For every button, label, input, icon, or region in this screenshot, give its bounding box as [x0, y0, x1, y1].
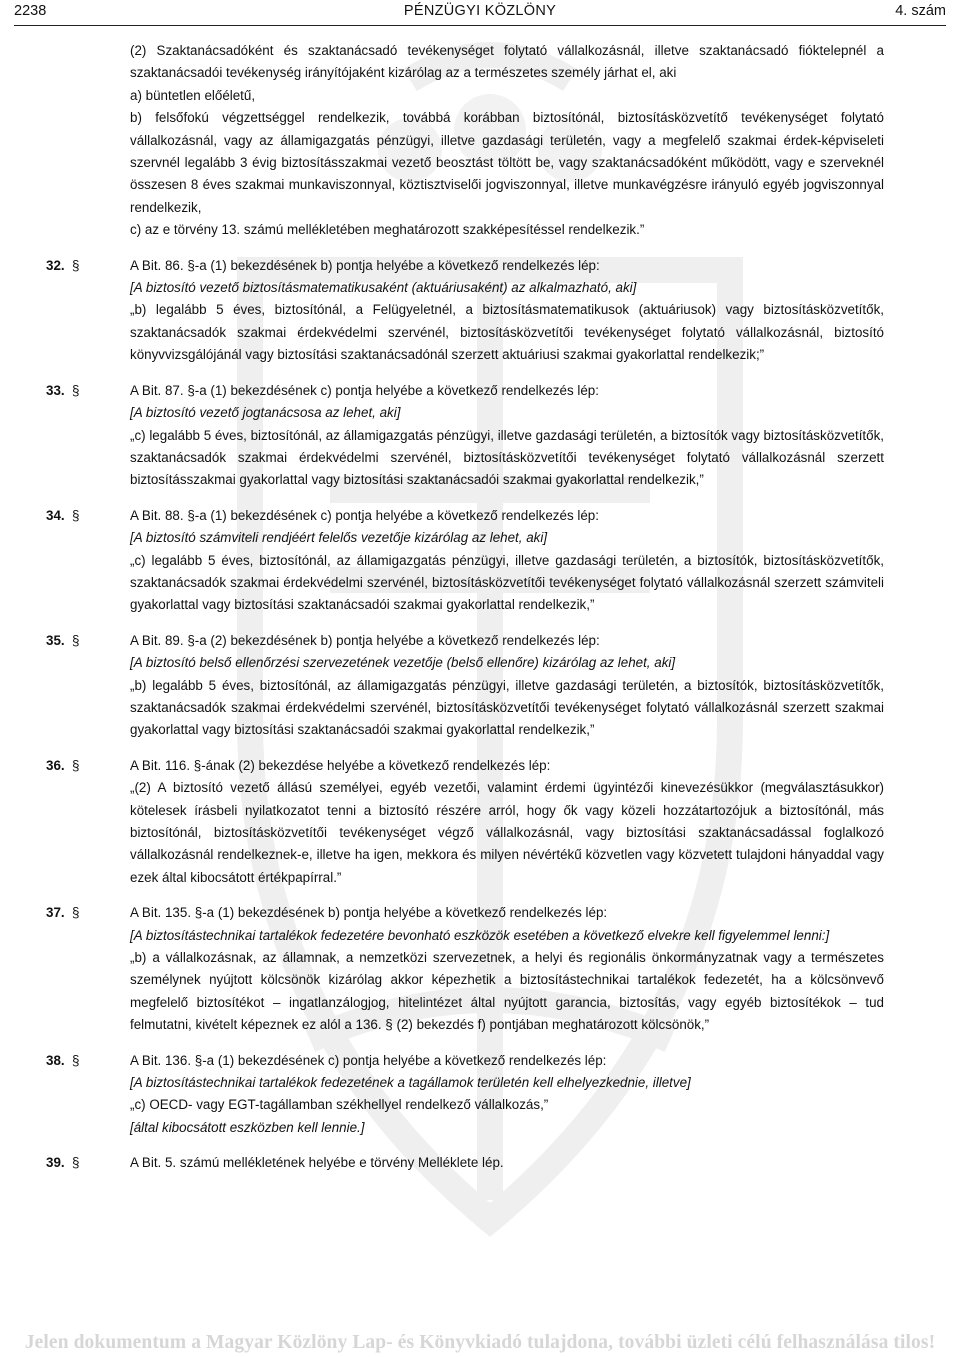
section-body: „b) a vállalkozásnak, az államnak, a nemzetközi szervezetnek, a helyi és regionális önkormányzatnak vagy a természetes személynek nyújtott kölcsönök kizárólag akkor képezhetik a biztosítástechnikai tartalékok fedezetét, ha a kölcsönvevő megfelelő biztosítékot – ingatlanzálogjog, hitelintézet által nyújtott garancia, biztosítás, vagy egyéb biztosítékok – tud felmutatni, kivételt képeznek ez alól a 136. § (2) bekezdés f) pontjában meghatározott kölcsönök,”	[130, 950, 884, 1033]
section-lead: A Bit. 87. §-a (1) bekezdésének c) pontja helyébe a következő rendelkezés lép:	[130, 382, 599, 398]
section-context: [A biztosító vezető biztosításmatematikusaként (aktuáriusaként) az alkalmazható, aki]	[130, 280, 637, 296]
section-32	[46, 255, 884, 367]
section-symbol: §	[72, 257, 80, 273]
page-header	[14, 3, 946, 23]
section-lead: A Bit. 135. §-a (1) bekezdésének b) pontja helyébe a következő rendelkezés lép:	[130, 905, 608, 921]
section-number: 39.	[46, 1155, 65, 1171]
section-body: „c) legalább 5 éves, biztosítónál, az államigazgatás pénzügyi, illetve gazdasági területén, a biztosítók vagy biztosításközvetítők, szaktanácsadók szakmai érdekvédelmi szervénél, biztosításközvetítői tevékenységet folytató vállalkozásnál szerzett biztosításszakmai gyakorlattal vagy biztosítási szaktanácsadói szakmai gyakorlattal rendelkezik,”	[130, 427, 885, 488]
section-symbol: §	[72, 905, 80, 921]
section-lead: A Bit. 136. §-a (1) bekezdésének c) pontja helyébe a következő rendelkezés lép:	[130, 1052, 607, 1068]
intro-item-c: c) az e törvény 13. számú mellékletében meghatározott szakképesítéssel rendelkezik.”	[130, 222, 645, 238]
section-symbol: §	[72, 632, 80, 648]
section-symbol: §	[72, 382, 80, 398]
section-context: [A biztosító vezető jogtanácsosa az lehet, aki]	[130, 405, 401, 421]
section-number: 36.	[46, 757, 65, 773]
section-number: 32.	[46, 257, 65, 273]
section-symbol: §	[72, 757, 80, 773]
section-body: „b) legalább 5 éves, biztosítónál, az államigazgatás pénzügyi, illetve gazdasági területén, a biztosítók, biztosításközvetítők, szaktanácsadók szakmai érdekvédelmi szervénél, biztosításközvetítői tevékenységet folytató vállalkozásnál szerzett szakmai gyakorlattal vagy biztosítási szaktanácsadói szakmai gyakorlattal rendelkezik,”	[130, 677, 884, 738]
header-divider	[14, 25, 946, 26]
journal-title: PÉNZÜGYI KÖZLÖNY	[403, 3, 557, 19]
section-symbol: §	[72, 1052, 80, 1068]
section-37	[46, 902, 884, 1036]
section-38	[46, 1050, 884, 1140]
section-lead: A Bit. 89. §-a (2) bekezdésének b) pontja helyébe a következő rendelkezés lép:	[130, 632, 600, 648]
section-lead: A Bit. 86. §-a (1) bekezdésének b) pontja helyébe a következő rendelkezés lép:	[130, 257, 600, 273]
section-symbol: §	[72, 507, 80, 523]
section-33	[46, 380, 885, 492]
section-context: [A biztosítástechnikai tartalékok fedezetének a tagállamok területén kell elhelyezkednie, illetve]	[130, 1075, 691, 1091]
section-context: [A biztosító számviteli rendjéért felelős vezetője kizárólag az lehet, aki]	[130, 530, 548, 546]
ownership-notice: Jelen dokumentum a Magyar Közlöny Lap- és Könyvkiadó tulajdona, további üzleti célú felhasználása tilos!	[24, 1332, 936, 1353]
section-number: 38.	[46, 1052, 65, 1068]
section-context: [A biztosítástechnikai tartalékok fedezetére bevonható eszközök esetében a következő elvekre kell figyelemmel lenni:]	[130, 927, 830, 943]
section-body: „b) legalább 5 éves, biztosítónál, a Felügyeletnél, a biztosításmatematikusok (aktuáriusok) vagy biztosításközvetítők, szaktanácsadók szakmai érdekvédelmi szervénél, biztosításközvetítői tevékenységet folytató vállalkozásnál, biztosító könyvvizsgálójánál vagy biztosítási szaktanácsadónál szerzett aktuáriusi szakmai gyakorlattal rendelkezik;”	[130, 302, 884, 363]
page-number: 2238	[14, 3, 47, 19]
section-body: „c) legalább 5 éves, biztosítónál, az államigazgatás pénzügyi, illetve gazdasági területén, a biztosítók, biztosításközvetítők, szaktanácsadók szakmai érdekvédelmi szervénél, biztosításközvetítői tevékenységet folytató vállalkozásnál szerzett számviteli gyakorlattal vagy biztosítási szaktanácsadói szakmai gyakorlattal rendelkezik,”	[130, 552, 884, 613]
section-39	[46, 1152, 884, 1174]
section-number: 34.	[46, 507, 65, 523]
intro-item-b: b) felsőfokú végzettséggel rendelkezik, továbbá korábban biztosítónál, biztosításközvetítő tevékenységet folytató vállalkozásnál, vagy az államigazgatás pénzügyi, illetve gazdasági területén, vagy a megfelelő szakmai érdek-képviseleti szervnél legalább 3 évig biztosításszakmai vezető beosztást töltött be, vagy szaktanácsadóként működött, vagy e szerveknél összesen 8 éves szakmai munkaviszonnyal, köztisztviselői jogviszonnyal, illetve munkavégzésre irányuló egyéb jogviszonnyal rendelkezik,	[130, 110, 884, 215]
section-34	[46, 505, 884, 617]
section-35	[46, 630, 884, 742]
intro-paragraph: (2) Szaktanácsadóként és szaktanácsadó tevékenységet folytató vállalkozásnál, illetve szaktanácsadó fióktelepnél a szaktanácsadói tevékenység irányítójaként kizárólag az a természetes személy járhat el, aki	[130, 43, 884, 81]
intro-item-a: a) büntetlen előéletű,	[130, 87, 256, 103]
issue-number: 4. szám	[895, 3, 946, 19]
section-context: [A biztosító belső ellenőrzési szervezetének vezetője (belső ellenőre) kizárólag az lehet, aki]	[130, 655, 676, 671]
section-number: 33.	[46, 382, 65, 398]
section-context-after: [által kibocsátott eszközben kell lennie.]	[130, 1119, 365, 1135]
section-symbol: §	[72, 1155, 80, 1171]
section-lead: A Bit. 88. §-a (1) bekezdésének c) pontja helyébe a következő rendelkezés lép:	[130, 507, 599, 523]
document-body	[46, 40, 885, 1188]
section-lead: A Bit. 116. §-ának (2) bekezdése helyébe a következő rendelkezés lép:	[130, 757, 551, 773]
section-lead: A Bit. 5. számú mellékletének helyébe e törvény Melléklete lép.	[130, 1155, 504, 1171]
section-body: „(2) A biztosító vezető állású személyei, egyéb vezetői, valamint érdemi ügyintézői kinevezésükkor (megválasztásukkor) kötelesek írásbeli nyilatkozatot tenni a biztosító részére arról, hogy ők vagy közeli hozzátartozójuk a biztosítónál, más biztosítónál, biztosításközvetítői tevékenységet végző vállalkozásnál, vagy biztosítási szaktanácsadással foglalkozó vállalkozásnál rendelkeznek-e, illetve ha igen, mekkora és milyen névértékű közvetlen vagy közvetett tulajdoni hányaddal vagy ezek által kibocsátott értékpapírral.”	[130, 780, 884, 885]
section-number: 37.	[46, 905, 65, 921]
section-body: „c) OECD- vagy EGT-tagállamban székhellyel rendelkező vállalkozás,”	[130, 1097, 549, 1113]
section-36	[46, 755, 884, 889]
intro-block	[130, 40, 884, 242]
section-number: 35.	[46, 632, 65, 648]
